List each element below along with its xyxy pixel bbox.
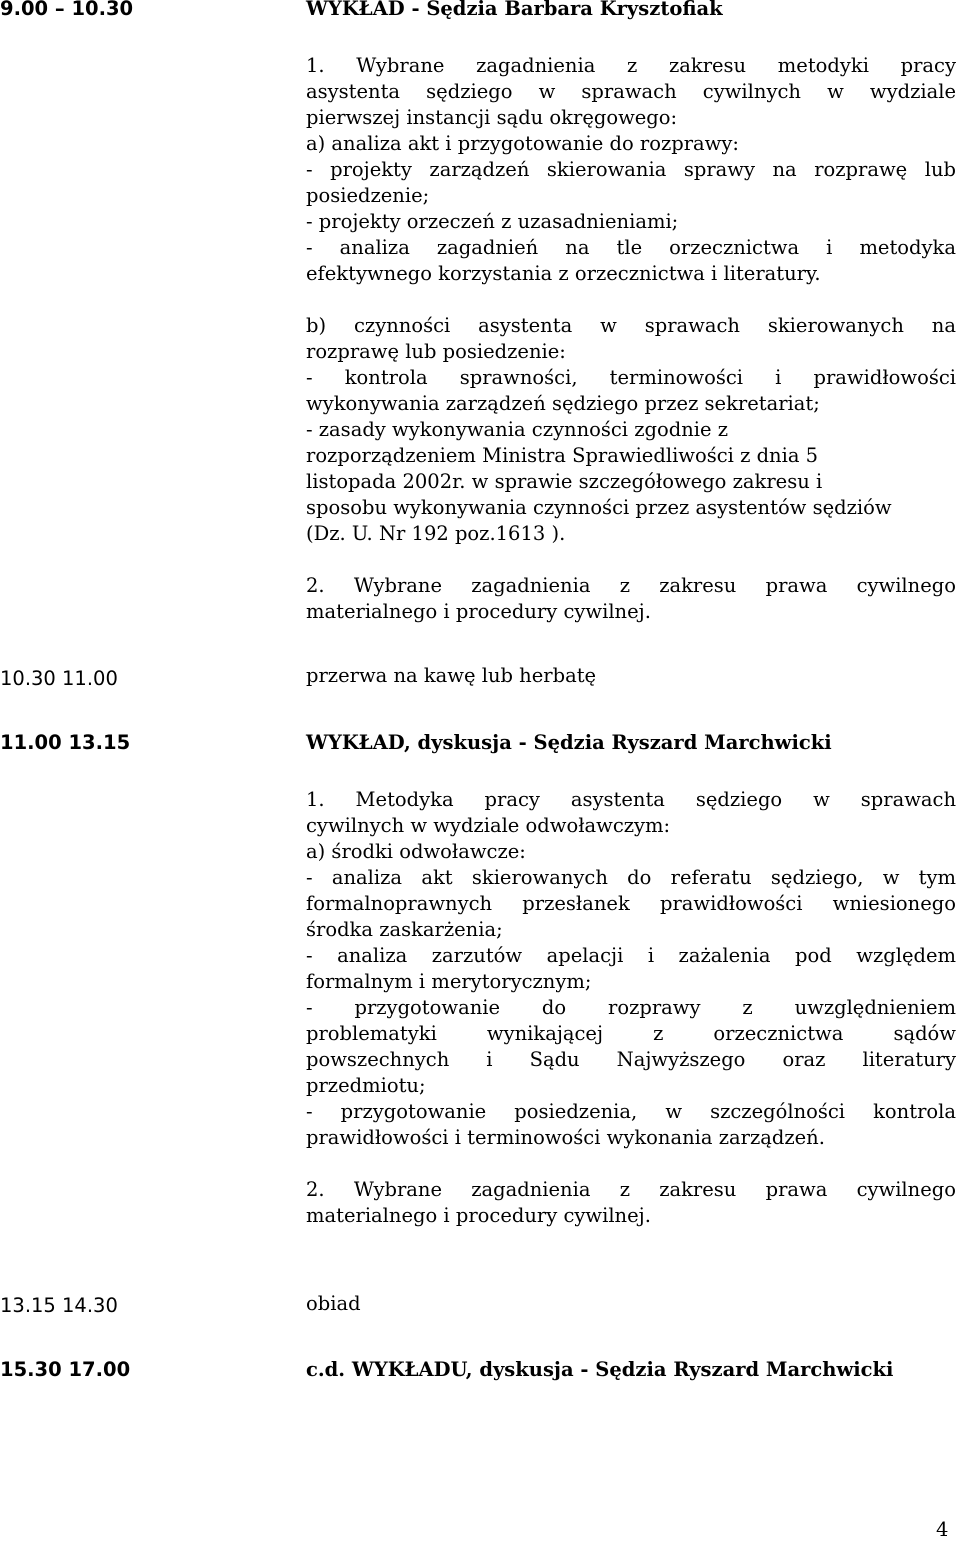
text-line: wykonywania zarządzeń sędziego przez sekretariat; — [306, 392, 820, 415]
text-line: - przygotowanie do rozprawy z uwzględnieniem — [306, 996, 956, 1019]
text-line: 2. Wybrane zagadnienia z zakresu prawa cywilnego — [306, 1178, 956, 1201]
time-slot-1: 9.00 – 10.30 — [0, 0, 134, 20]
block1-paragraph-3 — [306, 573, 956, 625]
text-line: - przygotowanie posiedzenia, w szczególności kontrola — [306, 1100, 956, 1123]
text-line: - zasady wykonywania czynności zgodnie z — [306, 418, 729, 441]
text-line: powszechnych i Sądu Najwyższego oraz literatury — [306, 1048, 956, 1071]
text-line: - projekty orzeczeń z uzasadnieniami; — [306, 210, 679, 233]
text-line: materialnego i procedury cywilnej. — [306, 600, 651, 623]
session-title-1: WYKŁAD - Sędzia Barbara Krysztofiak — [306, 0, 723, 20]
text-line: - analiza zarzutów apelacji i zażalenia pod względem — [306, 944, 956, 967]
text-line: - kontrola sprawności, terminowości i prawidłowości — [306, 366, 956, 389]
text-line: 2. Wybrane zagadnienia z zakresu prawa cywilnego — [306, 574, 956, 597]
text-line: (Dz. U. Nr 192 poz.1613 ). — [306, 522, 566, 545]
text-line: pierwszej instancji sądu okręgowego: — [306, 106, 678, 129]
time-slot-3: 11.00 13.15 — [0, 731, 131, 754]
text-line: - analiza zagadnień na tle orzecznictwa i metodyka — [306, 236, 956, 259]
text-line: materialnego i procedury cywilnej. — [306, 1204, 651, 1227]
text-line: 1. Metodyka pracy asystenta sędziego w sprawach — [306, 788, 956, 811]
text-line: 1. Wybrane zagadnienia z zakresu metodyki pracy — [306, 54, 956, 77]
text-line: formalnoprawnych przesłanek prawidłowości wniesionego — [306, 892, 956, 915]
text-line: rozporządzeniem Ministra Sprawiedliwości z dnia 5 — [306, 444, 819, 467]
session-title-4: obiad — [306, 1292, 361, 1315]
time-slot-4: 13.15 14.30 — [0, 1294, 118, 1317]
text-line: problematyki wynikającej z orzecznictwa sądów — [306, 1022, 956, 1045]
text-line: b) czynności asystenta w sprawach skierowanych na — [306, 314, 956, 337]
session-title-5: c.d. WYKŁADU, dyskusja - Sędzia Ryszard Marchwicki — [306, 1358, 894, 1381]
text-line: posiedzenie; — [306, 184, 430, 207]
text-line: rozprawę lub posiedzenie: — [306, 340, 566, 363]
block2-paragraph-2 — [306, 1177, 956, 1229]
text-line: cywilnych w wydziale odwoławczym: — [306, 814, 671, 837]
block1-paragraph-2 — [306, 313, 956, 547]
time-slot-5: 15.30 17.00 — [0, 1358, 131, 1381]
block1-paragraph-1 — [306, 53, 956, 287]
text-line: - projekty zarządzeń skierowania sprawy na rozprawę lub — [306, 158, 956, 181]
time-slot-2: 10.30 11.00 — [0, 667, 118, 690]
text-line: efektywnego korzystania z orzecznictwa i literatury. — [306, 262, 821, 285]
text-line: prawidłowości i terminowości wykonania zarządzeń. — [306, 1126, 825, 1149]
text-line: sposobu wykonywania czynności przez asystentów sędziów — [306, 496, 892, 519]
session-title-2: przerwa na kawę lub herbatę — [306, 664, 597, 687]
text-line: formalnym i merytorycznym; — [306, 970, 592, 993]
text-line: przedmiotu; — [306, 1074, 426, 1097]
text-line: a) analiza akt i przygotowanie do rozprawy: — [306, 132, 739, 155]
text-line: listopada 2002r. w sprawie szczegółowego zakresu i — [306, 470, 823, 493]
session-title-3: WYKŁAD, dyskusja - Sędzia Ryszard Marchwicki — [306, 731, 832, 754]
page-number: 4 — [936, 1518, 949, 1541]
text-line: asystenta sędziego w sprawach cywilnych w wydziale — [306, 80, 956, 103]
text-line: a) środki odwoławcze: — [306, 840, 526, 863]
block2-paragraph-1 — [306, 787, 956, 1151]
text-line: - analiza akt skierowanych do referatu sędziego, w tym — [306, 866, 956, 889]
text-line: środka zaskarżenia; — [306, 918, 503, 941]
